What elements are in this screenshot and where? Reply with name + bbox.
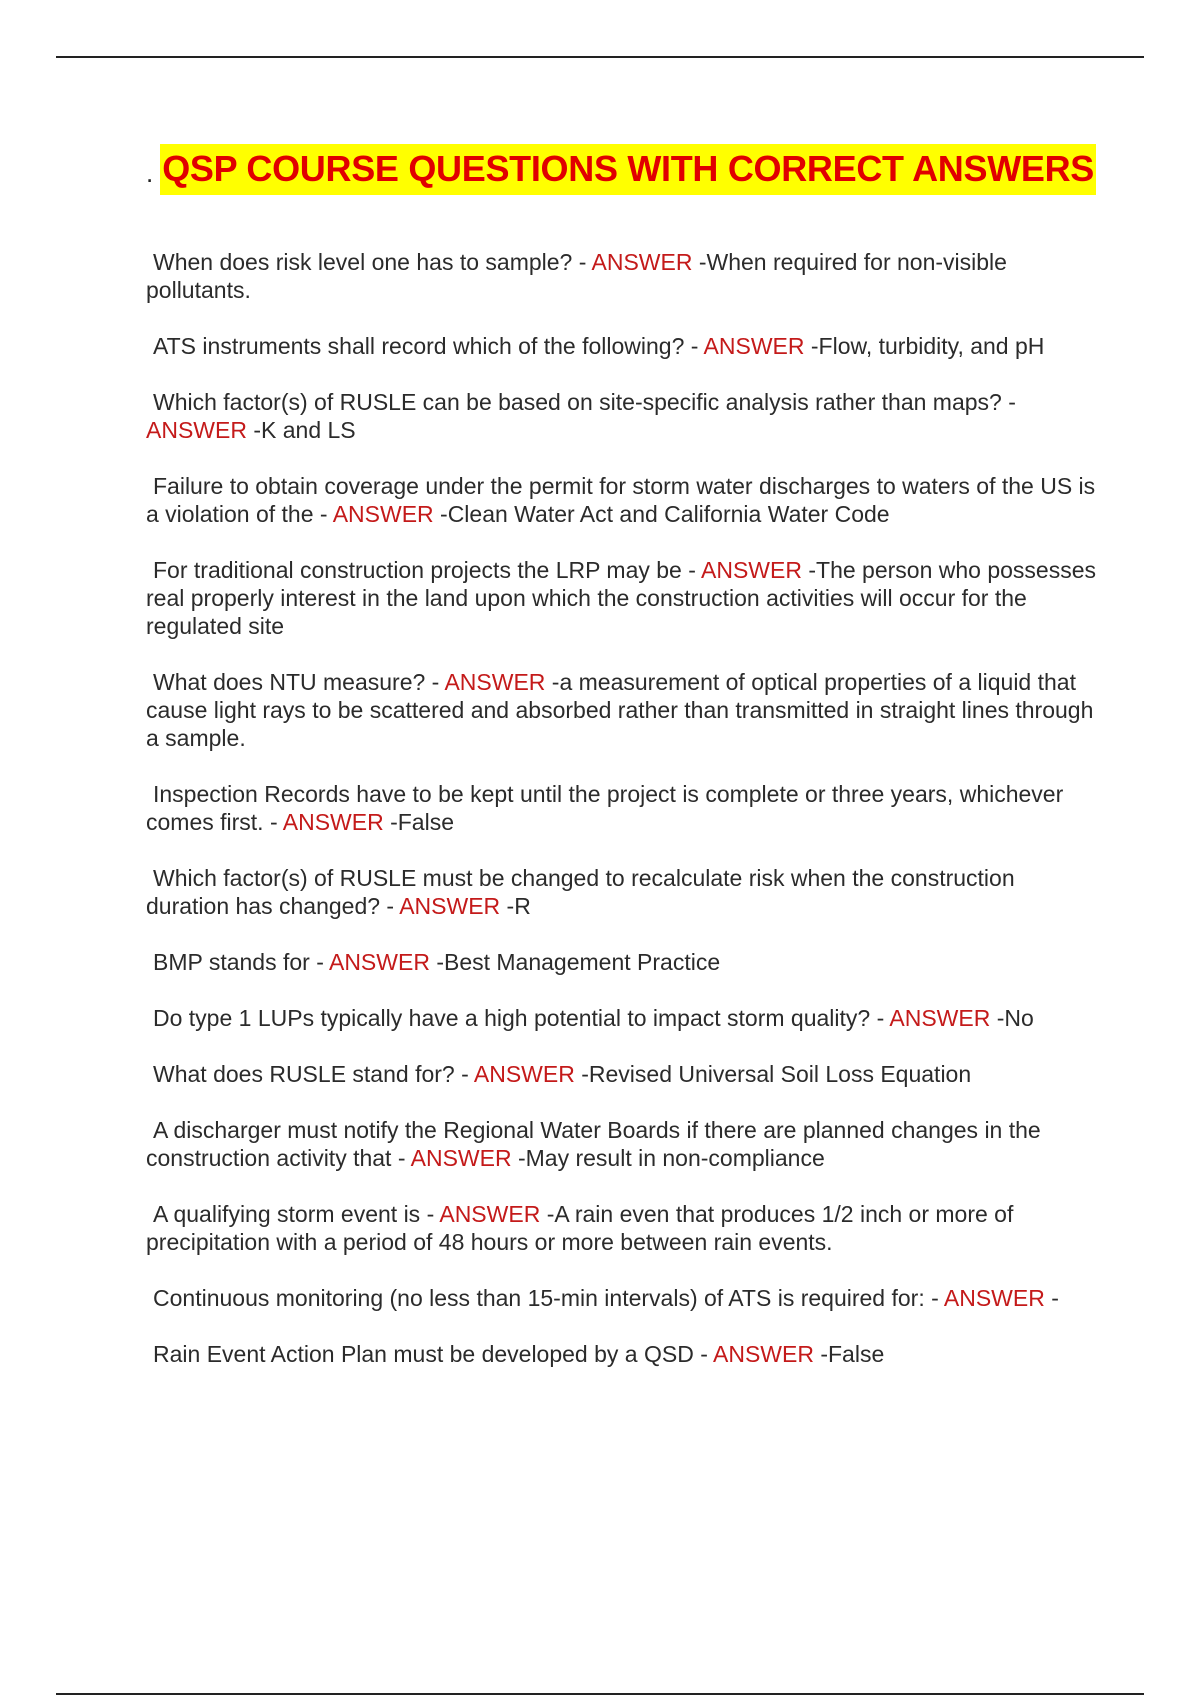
answer-text: -When required for non-visible pollutants. [146, 249, 1007, 303]
question-text: Continuous monitoring (no less than 15-min intervals) of ATS is required for: - [153, 1285, 944, 1311]
answer-label: ANSWER [703, 333, 805, 359]
answer-text: -a measurement of optical properties of a liquid that cause light rays to be scattered and absorbed rather than transmitted in straight lines through a sample. [146, 669, 1094, 751]
answer-text: -Revised Universal Soil Loss Equation [574, 1061, 972, 1087]
question-text: A discharger must notify the Regional Water Boards if there are planned changes in the construction activity that - [146, 1117, 1041, 1171]
answer-label: ANSWER [332, 501, 434, 527]
answer-label: ANSWER [282, 809, 384, 835]
answer-text: -May result in non-compliance [511, 1145, 825, 1171]
question-text: When does risk level one has to sample? - [153, 249, 592, 275]
qa-item [146, 668, 1096, 752]
qa-item [146, 332, 1096, 360]
title-text: QSP COURSE QUESTIONS WITH CORRECT ANSWERS [160, 144, 1096, 195]
page-title [146, 143, 1096, 195]
qa-item [146, 1200, 1096, 1256]
answer-label: ANSWER [701, 557, 802, 583]
answer-label: ANSWER [439, 1201, 541, 1227]
question-text: What does NTU measure? - [153, 669, 445, 695]
answer-text: -False [383, 809, 454, 835]
qa-item [146, 388, 1096, 444]
qa-item [146, 472, 1096, 528]
question-text: Which factor(s) of RUSLE can be based on site-specific analysis rather than maps? - [153, 389, 1016, 415]
question-text: A qualifying storm event is - [153, 1201, 440, 1227]
bottom-rule [56, 1693, 1144, 1695]
qa-item [146, 1060, 1096, 1088]
question-text: ATS instruments shall record which of the following? - [153, 333, 704, 359]
answer-text: -K and LS [246, 417, 356, 443]
question-text: BMP stands for - [153, 949, 329, 975]
question-text: Do type 1 LUPs typically have a high potential to impact storm quality? - [153, 1005, 890, 1031]
qa-list [146, 248, 1096, 1396]
question-text: Inspection Records have to be kept until the project is complete or three years, whichever comes first. - [146, 781, 1064, 835]
qa-item [146, 1004, 1096, 1032]
answer-text: -A rain even that produces 1/2 inch or more of precipitation with a period of 48 hours or more between rain events. [146, 1201, 1014, 1255]
answer-label: ANSWER [943, 1285, 1045, 1311]
answer-text: -R [500, 893, 531, 919]
qa-item [146, 948, 1096, 976]
question-text: Rain Event Action Plan must be developed by a QSD - [153, 1341, 713, 1367]
question-text: What does RUSLE stand for? - [153, 1061, 474, 1087]
answer-label: ANSWER [444, 669, 546, 695]
answer-label: ANSWER [591, 249, 693, 275]
qa-item [146, 556, 1096, 640]
qa-item [146, 1340, 1096, 1368]
qa-item [146, 864, 1096, 920]
answer-text: - [1044, 1285, 1059, 1311]
question-text: Failure to obtain coverage under the permit for storm water discharges to waters of the US is a violation of the - [146, 473, 1096, 527]
answer-text: -Flow, turbidity, and pH [804, 333, 1045, 359]
answer-text: -No [990, 1005, 1034, 1031]
answer-label: ANSWER [889, 1005, 991, 1031]
title-prefix: . [146, 158, 154, 188]
answer-label: ANSWER [410, 1145, 512, 1171]
question-text: For traditional construction projects the LRP may be - [153, 557, 702, 583]
answer-text: -The person who possesses real properly interest in the land upon which the construction activities will occur for the regulated site [146, 557, 1097, 639]
answer-label: ANSWER [473, 1061, 575, 1087]
top-rule [56, 56, 1144, 58]
answer-text: -Best Management Practice [429, 949, 721, 975]
question-text: Which factor(s) of RUSLE must be changed to recalculate risk when the construction duration has changed? - [146, 865, 1015, 919]
qa-item [146, 780, 1096, 836]
answer-label: ANSWER [328, 949, 430, 975]
qa-item [146, 1284, 1096, 1312]
qa-item [146, 1116, 1096, 1172]
answer-label: ANSWER [399, 893, 501, 919]
answer-label: ANSWER [713, 1341, 814, 1367]
answer-label: ANSWER [146, 417, 247, 443]
answer-text: -False [813, 1341, 885, 1367]
answer-text: -Clean Water Act and California Water Code [433, 501, 890, 527]
qa-item [146, 248, 1096, 304]
